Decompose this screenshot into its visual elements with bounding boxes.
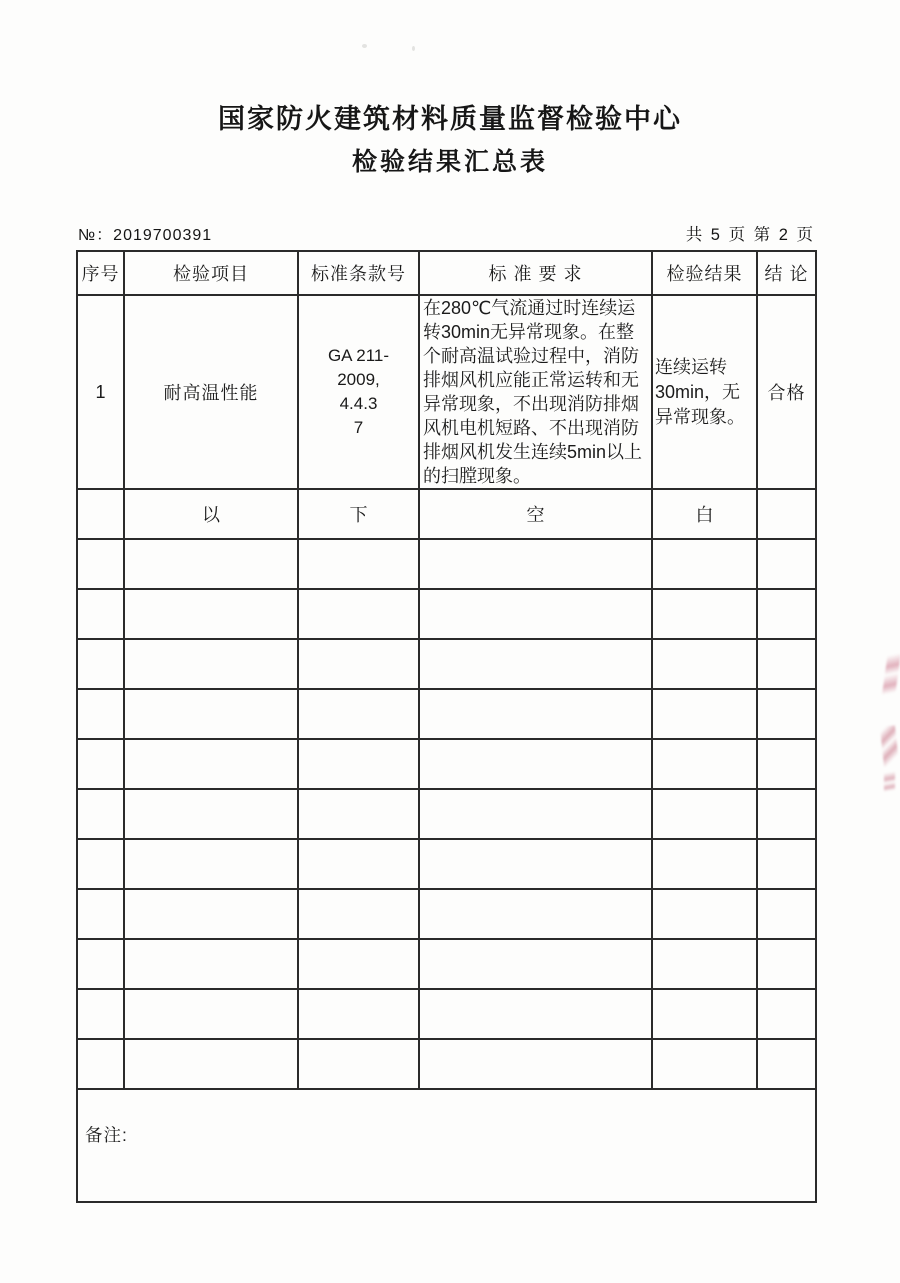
requirement-line: 排烟风机发生连续5min以上 (423, 442, 643, 462)
empty-cell (124, 939, 298, 989)
empty-cell (298, 1039, 419, 1089)
table-row-1 (77, 295, 816, 489)
empty-cell (124, 739, 298, 789)
empty-row (77, 889, 816, 939)
report-number-label: №： (78, 227, 114, 244)
empty-cell (124, 839, 298, 889)
empty-cell (77, 789, 124, 839)
requirement-line: 个耐高温试验过程中，消防 (423, 346, 639, 366)
empty-cell (419, 639, 652, 689)
requirement-line: 排烟风机应能正常运转和无 (423, 370, 639, 390)
empty-cell (298, 789, 419, 839)
clause-line: 7 (353, 418, 364, 437)
empty-cell (652, 839, 757, 889)
cell-requirement (419, 295, 652, 489)
header-index: 序号 (77, 251, 124, 295)
empty-cell (419, 789, 652, 839)
clause-line: GA 211- (327, 346, 390, 365)
empty-cell (77, 639, 124, 689)
requirement-line: 转30min无异常现象。在整 (423, 322, 635, 342)
header-clause: 标准条款号 (298, 251, 419, 295)
empty-cell (77, 539, 124, 589)
empty-cell (419, 739, 652, 789)
empty-cell (652, 889, 757, 939)
empty-cell (298, 989, 419, 1039)
empty-cell (77, 1039, 124, 1089)
empty-cell (298, 539, 419, 589)
empty-cell (757, 589, 816, 639)
empty-cell (124, 539, 298, 589)
empty-cell (652, 989, 757, 1039)
scan-smudge (880, 725, 899, 766)
result-line: 异常现象。 (655, 406, 745, 427)
empty-cell (298, 839, 419, 889)
cell-clause (298, 295, 419, 489)
result-line: 连续运转 (655, 356, 727, 377)
empty-row (77, 839, 816, 889)
empty-cell (298, 889, 419, 939)
requirement-line: 的扫膛现象。 (423, 466, 531, 486)
cell-index: 1 (77, 295, 124, 489)
empty-cell (757, 839, 816, 889)
document-title: 国家防火建筑材料质量监督检验中心 (218, 104, 682, 134)
document-subtitle: 检验结果汇总表 (351, 148, 548, 176)
cell-item: 耐高温性能 (124, 295, 298, 489)
scan-speck (362, 44, 367, 48)
blank-notice-char: 白 (652, 489, 757, 539)
empty-row (77, 689, 816, 739)
empty-cell (419, 889, 652, 939)
empty-cell (652, 589, 757, 639)
blank-notice-char: 以 (124, 489, 298, 539)
empty-row (77, 639, 816, 689)
header-row (77, 251, 816, 295)
empty-cell (124, 689, 298, 739)
empty-row (77, 539, 816, 589)
empty-cell (757, 1039, 816, 1089)
header-conclusion: 结 论 (757, 251, 816, 295)
empty-cell (298, 589, 419, 639)
empty-cell (124, 789, 298, 839)
empty-cell (298, 739, 419, 789)
clause-line: 2009, (337, 370, 380, 389)
empty-row (77, 589, 816, 639)
scan-smudge (884, 768, 895, 792)
empty-cell (757, 989, 816, 1039)
empty-rows-section (77, 539, 816, 1089)
remark-cell (77, 1089, 816, 1202)
empty-row (77, 789, 816, 839)
empty-cell (124, 639, 298, 689)
requirement-line: 风机电机短路、不出现消防 (423, 418, 639, 438)
empty-cell (652, 1039, 757, 1089)
empty-cell (652, 739, 757, 789)
blank-cell (757, 489, 816, 539)
empty-cell (419, 1039, 652, 1089)
empty-cell (757, 789, 816, 839)
cell-result (652, 295, 757, 489)
header-item: 检验项目 (124, 251, 298, 295)
empty-cell (757, 739, 816, 789)
empty-cell (77, 939, 124, 989)
remark-label: 备注: (85, 1125, 128, 1145)
empty-cell (419, 539, 652, 589)
report-number-value: 2019700391 (113, 227, 213, 244)
results-table (76, 250, 817, 1203)
scan-speck (412, 46, 415, 51)
empty-cell (652, 639, 757, 689)
empty-row (77, 939, 816, 989)
cell-conclusion: 合格 (757, 295, 816, 489)
empty-cell (298, 639, 419, 689)
empty-cell (298, 939, 419, 989)
empty-cell (652, 939, 757, 989)
requirement-line: 异常现象，不出现消防排烟 (423, 394, 639, 414)
header-requirement: 标 准 要 求 (419, 251, 652, 295)
empty-cell (124, 589, 298, 639)
empty-row (77, 739, 816, 789)
empty-cell (757, 939, 816, 989)
clause-line: 4.4.3 (339, 394, 378, 413)
empty-cell (419, 689, 652, 739)
empty-cell (419, 839, 652, 889)
table-body (77, 295, 816, 539)
empty-row (77, 989, 816, 1039)
empty-cell (757, 889, 816, 939)
remark-row (77, 1089, 816, 1202)
requirement-line: 在280℃气流通过时连续运 (423, 298, 636, 318)
empty-cell (77, 989, 124, 1039)
empty-cell (419, 939, 652, 989)
empty-cell (77, 689, 124, 739)
empty-cell (124, 889, 298, 939)
blank-notice-char: 下 (298, 489, 419, 539)
report-number (78, 222, 212, 245)
empty-cell (419, 989, 652, 1039)
empty-cell (652, 689, 757, 739)
empty-cell (298, 689, 419, 739)
empty-cell (124, 989, 298, 1039)
empty-cell (652, 789, 757, 839)
empty-cell (757, 639, 816, 689)
blank-cell (77, 489, 124, 539)
result-line: 30min，无 (655, 381, 741, 402)
empty-cell (124, 1039, 298, 1089)
empty-cell (757, 539, 816, 589)
empty-cell (77, 739, 124, 789)
table-header (77, 251, 816, 295)
empty-cell (77, 839, 124, 889)
header-result: 检验结果 (652, 251, 757, 295)
empty-cell (757, 689, 816, 739)
remark-section (77, 1089, 816, 1202)
blank-notice-row (77, 489, 816, 539)
empty-cell (652, 539, 757, 589)
meta-row (78, 221, 815, 245)
empty-cell (419, 589, 652, 639)
empty-cell (77, 589, 124, 639)
empty-row (77, 1039, 816, 1089)
blank-notice-char: 空 (419, 489, 652, 539)
empty-cell (77, 889, 124, 939)
page-count-info: 共 5 页 第 2 页 (685, 226, 815, 244)
scan-smudge (881, 647, 900, 700)
